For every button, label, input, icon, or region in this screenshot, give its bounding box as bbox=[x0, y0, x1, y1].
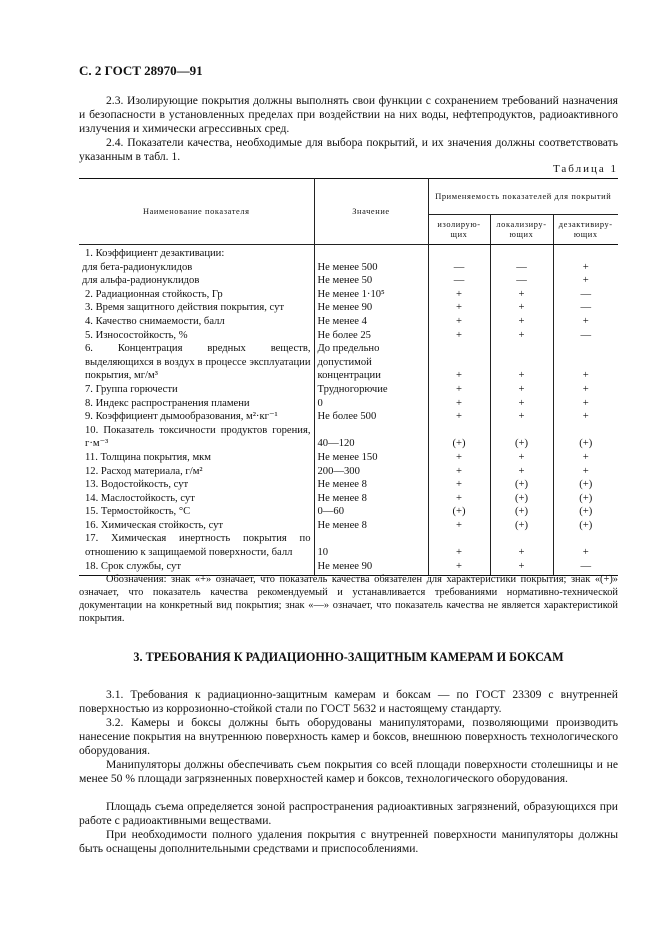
header-insulating: изолирую-щих bbox=[428, 215, 490, 245]
indicator-name-cell: 2. Радиационная стойкость, Гр bbox=[79, 288, 314, 302]
localizing-cell: + bbox=[490, 532, 553, 559]
decontaminating-cell: + bbox=[553, 397, 618, 411]
table-row bbox=[79, 329, 618, 343]
insulating-cell: (+) bbox=[428, 424, 490, 451]
indicator-name-cell: 7. Группа горючести bbox=[79, 383, 314, 397]
indicator-name-cell: 14. Маслостойкость, сут bbox=[79, 492, 314, 506]
insulating-cell: + bbox=[428, 329, 490, 343]
value-cell: Не менее 90 bbox=[314, 301, 428, 315]
insulating-cell: + bbox=[428, 342, 490, 383]
insulating-cell: (+) bbox=[428, 505, 490, 519]
paragraph-full-removal: При необходимости полного удаления покрытия с внутренней поверхности манипуляторы должны быть оснащены дополнительными средствами и приспособлениями. bbox=[79, 828, 618, 855]
table-row bbox=[79, 315, 618, 329]
decontaminating-cell: + bbox=[553, 274, 618, 288]
decontaminating-cell: + bbox=[553, 342, 618, 383]
header-localizing: локализиру-ющих bbox=[490, 215, 553, 245]
value-cell: Не менее 150 bbox=[314, 451, 428, 465]
table-row bbox=[79, 451, 618, 465]
localizing-cell: + bbox=[490, 410, 553, 424]
value-cell: Не менее 4 bbox=[314, 315, 428, 329]
quality-indicators-table bbox=[79, 178, 618, 576]
localizing-cell: + bbox=[490, 301, 553, 315]
value-cell: До предельно допустимой концентрации bbox=[314, 342, 428, 383]
indicator-name-cell: 1. Коэффициент дезактивации: bbox=[79, 245, 314, 261]
localizing-cell: — bbox=[490, 261, 553, 275]
insulating-cell: + bbox=[428, 465, 490, 479]
localizing-cell: + bbox=[490, 465, 553, 479]
table-row bbox=[79, 424, 618, 451]
insulating-cell: + bbox=[428, 383, 490, 397]
table-row bbox=[79, 492, 618, 506]
indicator-name-cell: для альфа-радионуклидов bbox=[79, 274, 314, 288]
localizing-cell: + bbox=[490, 342, 553, 383]
decontaminating-cell: + bbox=[553, 532, 618, 559]
insulating-cell: — bbox=[428, 261, 490, 275]
value-cell bbox=[314, 245, 428, 261]
decontaminating-cell: (+) bbox=[553, 519, 618, 533]
insulating-cell: + bbox=[428, 397, 490, 411]
insulating-cell: + bbox=[428, 492, 490, 506]
indicator-name-cell: для бета-радионуклидов bbox=[79, 261, 314, 275]
paragraph-3-1: 3.1. Требования к радиационно-защитным камерам и боксам — по ГОСТ 23309 с внутренней поверхностью из коррозионно-стойкой стали по ГОСТ 5632 и настоящему стандарту. bbox=[79, 688, 618, 715]
indicator-name-cell: 5. Износостойкость, % bbox=[79, 329, 314, 343]
page-header: С. 2 ГОСТ 28970—91 bbox=[79, 63, 203, 78]
decontaminating-cell: + bbox=[553, 315, 618, 329]
value-cell: Не менее 50 bbox=[314, 274, 428, 288]
localizing-cell: + bbox=[490, 329, 553, 343]
header-value: Значение bbox=[314, 179, 428, 245]
indicator-name-cell: 18. Срок службы, сут bbox=[79, 560, 314, 576]
indicator-name-cell: 8. Индекс распространения пламени bbox=[79, 397, 314, 411]
insulating-cell: — bbox=[428, 274, 490, 288]
localizing-cell: (+) bbox=[490, 492, 553, 506]
table-row bbox=[79, 274, 618, 288]
indicator-name-cell: 16. Химическая стойкость, сут bbox=[79, 519, 314, 533]
localizing-cell: (+) bbox=[490, 519, 553, 533]
paragraph-2-3: 2.3. Изолирующие покрытия должны выполнять свои функции с сохранением требований назначения и безопасности в установленных пределах при воздействии на них воды, нефтепродуктов, радиоактивного излучения и химически агрессивных сред. bbox=[79, 94, 618, 135]
value-cell: 200—300 bbox=[314, 465, 428, 479]
table-row bbox=[79, 465, 618, 479]
section-3-title: 3. ТРЕБОВАНИЯ К РАДИАЦИОННО-ЗАЩИТНЫМ КАМЕРАМ И БОКСАМ bbox=[133, 650, 564, 664]
indicator-name-cell: 6. Концентрация вредных веществ, выделяющихся в воздух в процессе эксплуатации покрытия, мг/м³ bbox=[79, 342, 314, 383]
table-row bbox=[79, 397, 618, 411]
decontaminating-cell: (+) bbox=[553, 478, 618, 492]
value-cell: 10 bbox=[314, 532, 428, 559]
value-cell: 40—120 bbox=[314, 424, 428, 451]
decontaminating-cell: — bbox=[553, 560, 618, 576]
value-cell: Не менее 500 bbox=[314, 261, 428, 275]
value-cell: Трудногорючие bbox=[314, 383, 428, 397]
localizing-cell: + bbox=[490, 451, 553, 465]
decontaminating-cell: + bbox=[553, 465, 618, 479]
paragraph-3-2: 3.2. Камеры и боксы должны быть оборудованы манипуляторами, позволяющими производить нанесение покрытия на внутреннюю поверхность камер и боксов, внешнюю поверхность технологического оборудования. bbox=[79, 716, 618, 757]
decontaminating-cell bbox=[553, 245, 618, 261]
insulating-cell: + bbox=[428, 315, 490, 329]
insulating-cell: + bbox=[428, 560, 490, 576]
decontaminating-cell: + bbox=[553, 451, 618, 465]
value-cell: Не более 25 bbox=[314, 329, 428, 343]
decontaminating-cell: — bbox=[553, 301, 618, 315]
table-row bbox=[79, 519, 618, 533]
decontaminating-cell: + bbox=[553, 261, 618, 275]
indicator-name-cell: 17. Химическая инертность покрытия по отношению к защищаемой поверхности, балл bbox=[79, 532, 314, 559]
table-row bbox=[79, 478, 618, 492]
decontaminating-cell: (+) bbox=[553, 492, 618, 506]
value-cell: 0—60 bbox=[314, 505, 428, 519]
insulating-cell: + bbox=[428, 451, 490, 465]
decontaminating-cell: — bbox=[553, 329, 618, 343]
localizing-cell: (+) bbox=[490, 505, 553, 519]
indicator-name-cell: 9. Коэффициент дымообразования, м²·кг⁻¹ bbox=[79, 410, 314, 424]
table-caption: Таблица 1 bbox=[552, 163, 618, 175]
table-row bbox=[79, 301, 618, 315]
value-cell: Не менее 8 bbox=[314, 492, 428, 506]
localizing-cell: (+) bbox=[490, 478, 553, 492]
localizing-cell: (+) bbox=[490, 424, 553, 451]
header-applicability: Применяемость показателей для покрытий bbox=[428, 179, 618, 215]
table-row bbox=[79, 410, 618, 424]
insulating-cell: + bbox=[428, 288, 490, 302]
value-cell: Не менее 8 bbox=[314, 519, 428, 533]
table-row bbox=[79, 383, 618, 397]
decontaminating-cell: — bbox=[553, 288, 618, 302]
table-row bbox=[79, 532, 618, 559]
insulating-cell: + bbox=[428, 410, 490, 424]
localizing-cell: + bbox=[490, 315, 553, 329]
table-row bbox=[79, 245, 618, 261]
indicator-name-cell: 11. Толщина покрытия, мкм bbox=[79, 451, 314, 465]
indicator-name-cell: 3. Время защитного действия покрытия, сут bbox=[79, 301, 314, 315]
table-row bbox=[79, 505, 618, 519]
decontaminating-cell: (+) bbox=[553, 505, 618, 519]
indicator-name-cell: 13. Водостойкость, сут bbox=[79, 478, 314, 492]
table-row bbox=[79, 261, 618, 275]
localizing-cell: — bbox=[490, 274, 553, 288]
insulating-cell: + bbox=[428, 478, 490, 492]
header-indicator-name: Наименование показателя bbox=[79, 179, 314, 245]
paragraph-2-4: 2.4. Показатели качества, необходимые для выбора покрытий, и их значения должны соответствовать указанным в табл. 1. bbox=[79, 136, 618, 163]
localizing-cell: + bbox=[490, 288, 553, 302]
table-body bbox=[79, 245, 618, 576]
paragraph-manipulators: Манипуляторы должны обеспечивать съем покрытия со всей площади поверхности столешницы и не менее 50 % площади загрязненных поверхностей камер и боксов, технологического оборудования. bbox=[79, 758, 618, 785]
insulating-cell bbox=[428, 245, 490, 261]
insulating-cell: + bbox=[428, 519, 490, 533]
paragraph-removal-area: Площадь съема определяется зоной распространения радиоактивных загрязнений, образующихся при работе с радиоактивными веществами. bbox=[79, 800, 618, 827]
value-cell: Не менее 1·10⁵ bbox=[314, 288, 428, 302]
value-cell: Не более 500 bbox=[314, 410, 428, 424]
insulating-cell: + bbox=[428, 532, 490, 559]
localizing-cell: + bbox=[490, 383, 553, 397]
indicator-name-cell: 10. Показатель токсичности продуктов горения, г·м⁻³ bbox=[79, 424, 314, 451]
localizing-cell: + bbox=[490, 560, 553, 576]
legend-note: Обозначения: знак «+» означает, что показатель качества обязателен для характеристики покрытия; знак «(+)» означает, что показатель качества рекомендуемый и устанавливается требованиями нормативно-технической документации на конкретный вид покрытия; знак «—» означает, что показатель качества не является характеристикой покрытия. bbox=[79, 574, 618, 624]
value-cell: Не менее 90 bbox=[314, 560, 428, 576]
indicator-name-cell: 12. Расход материала, г/м² bbox=[79, 465, 314, 479]
header-decontaminating: дезактивиру-ющих bbox=[553, 215, 618, 245]
table-row bbox=[79, 288, 618, 302]
value-cell: Не менее 8 bbox=[314, 478, 428, 492]
localizing-cell bbox=[490, 245, 553, 261]
decontaminating-cell: (+) bbox=[553, 424, 618, 451]
indicator-name-cell: 4. Качество снимаемости, балл bbox=[79, 315, 314, 329]
decontaminating-cell: + bbox=[553, 383, 618, 397]
table-row bbox=[79, 342, 618, 383]
localizing-cell: + bbox=[490, 397, 553, 411]
insulating-cell: + bbox=[428, 301, 490, 315]
indicator-name-cell: 15. Термостойкость, °С bbox=[79, 505, 314, 519]
value-cell: 0 bbox=[314, 397, 428, 411]
decontaminating-cell: + bbox=[553, 410, 618, 424]
